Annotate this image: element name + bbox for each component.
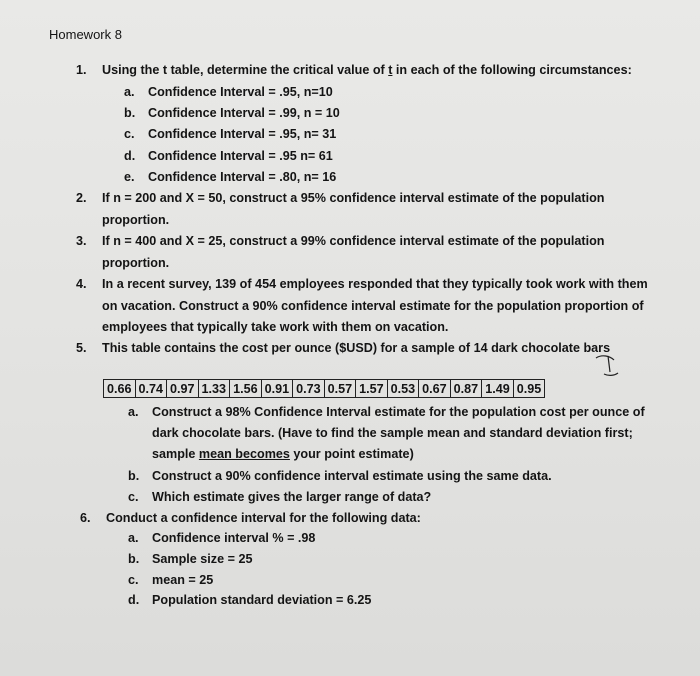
table-cell: 0.74	[135, 380, 167, 398]
question-6-item-c-marker: c.	[128, 573, 139, 587]
question-6-item-b	[128, 551, 252, 567]
question-1-item-c-marker: c.	[124, 127, 135, 141]
question-1-item-a-marker: a.	[124, 85, 135, 99]
question-4-line-1: In a recent survey, 139 of 454 employees responded that they typically took work with them	[102, 277, 648, 291]
table-cell: 0.97	[167, 380, 199, 398]
question-1	[76, 62, 632, 78]
question-6-marker: 6.	[80, 511, 91, 525]
question-2-line-2: proportion.	[102, 213, 170, 227]
question-5-part-a-marker: a.	[128, 405, 139, 419]
question-4-line-3: employees that typically take work with them on vacation.	[102, 320, 449, 334]
question-5-part-b	[128, 468, 552, 484]
question-1-marker: 1.	[76, 63, 87, 77]
question-6-text: Conduct a confidence interval for the following data:	[106, 511, 421, 525]
question-5-part-a-line-3-after: your point estimate)	[289, 447, 414, 461]
table-cell: 0.95	[513, 380, 545, 398]
question-6-item-d-marker: d.	[128, 593, 140, 607]
question-1-item-e	[124, 169, 336, 185]
question-1-item-c	[124, 126, 336, 142]
question-6-item-a-text: Confidence interval % = .98	[152, 531, 316, 545]
question-1-item-a-text: Confidence Interval = .95, n=10	[148, 85, 333, 99]
question-1-item-e-text: Confidence Interval = .80, n= 16	[148, 170, 337, 184]
table-cell: 0.53	[387, 380, 419, 398]
question-6-item-c	[128, 572, 213, 588]
question-6-item-a-marker: a.	[128, 531, 139, 545]
question-5-part-b-marker: b.	[128, 469, 140, 483]
question-6-item-d-text: Population standard deviation = 6.25	[152, 593, 372, 607]
question-1-item-b-marker: b.	[124, 106, 136, 120]
question-3-marker: 3.	[76, 234, 87, 248]
question-5-part-c-marker: c.	[128, 490, 139, 504]
question-1-item-d-marker: d.	[124, 149, 136, 163]
question-5-marker: 5.	[76, 341, 87, 355]
question-5-part-a-line-2: dark chocolate bars. (Have to find the sample mean and standard deviation first;	[152, 426, 633, 440]
question-1-text-t: t	[388, 63, 393, 77]
question-1-item-b-text: Confidence Interval = .99, n = 10	[148, 106, 340, 120]
question-1-item-b	[124, 105, 340, 121]
question-5-text: This table contains the cost per ounce ($USD) for a sample of 14 dark chocolate bars	[102, 341, 611, 355]
question-6-item-c-text: mean = 25	[152, 573, 214, 587]
table-cell: 0.66	[104, 380, 136, 398]
question-5	[76, 340, 610, 356]
question-2	[76, 190, 604, 206]
table-cell: 0.87	[450, 380, 482, 398]
question-5-part-c	[128, 489, 431, 505]
question-1-item-a	[124, 84, 333, 100]
question-6-item-d	[128, 592, 371, 608]
table-row	[104, 380, 545, 398]
cost-per-ounce-table	[103, 379, 545, 398]
question-5-part-a	[128, 404, 645, 420]
question-2-line-1: If n = 200 and X = 50, construct a 95% confidence interval estimate of the population	[102, 191, 605, 205]
question-1-item-c-text: Confidence Interval = .95, n= 31	[148, 127, 337, 141]
question-5-part-a-line-3	[152, 446, 414, 462]
question-3-line-1: If n = 400 and X = 25, construct a 99% confidence interval estimate of the population	[102, 234, 605, 248]
question-2-marker: 2.	[76, 191, 87, 205]
question-6-item-a	[128, 530, 315, 546]
table-cell: 0.91	[261, 380, 293, 398]
question-1-item-e-marker: e.	[124, 170, 135, 184]
question-6-item-b-text: Sample size = 25	[152, 552, 253, 566]
page-title: Homework 8	[49, 27, 122, 42]
question-1-text-before: Using the t table, determine the critical value of	[102, 63, 389, 77]
table-cell: 1.33	[198, 380, 230, 398]
pen-scribble-icon	[592, 352, 632, 380]
question-4-marker: 4.	[76, 277, 87, 291]
question-6-item-b-marker: b.	[128, 552, 140, 566]
table-cell: 0.57	[324, 380, 356, 398]
table-cell: 0.67	[419, 380, 451, 398]
question-4	[76, 276, 648, 292]
question-5-part-c-text: Which estimate gives the larger range of data?	[152, 490, 432, 504]
question-5-part-a-line-3-before: sample	[152, 447, 199, 461]
question-5-part-b-text: Construct a 90% confidence interval estimate using the same data.	[152, 469, 552, 483]
question-4-line-2: on vacation. Construct a 90% confidence interval estimate for the population proportion of	[102, 299, 644, 313]
question-3-line-2: proportion.	[102, 256, 170, 270]
question-6	[80, 510, 421, 526]
table-cell: 1.57	[356, 380, 388, 398]
question-3	[76, 233, 604, 249]
question-5-part-a-underlined: mean becomes	[198, 447, 290, 461]
table-cell: 1.49	[482, 380, 514, 398]
question-5-part-a-line-1: Construct a 98% Confidence Interval estimate for the population cost per ounce of	[152, 405, 645, 419]
question-1-item-d-text: Confidence Interval = .95 n= 61	[148, 149, 333, 163]
question-1-text-after: in each of the following circumstances:	[392, 63, 632, 77]
question-1-item-d	[124, 148, 333, 164]
table-cell: 1.56	[230, 380, 262, 398]
table-cell: 0.73	[293, 380, 325, 398]
